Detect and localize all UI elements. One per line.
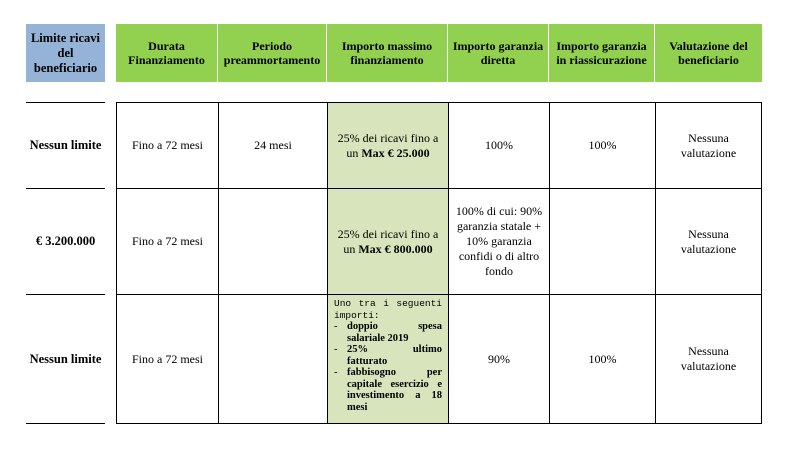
row-limit: Nessun limite bbox=[26, 102, 105, 189]
cell-garanzia-diretta: 90% bbox=[448, 295, 549, 424]
header-garanzia-riassicurazione: Importo garanzia in riassicurazione bbox=[549, 24, 655, 82]
importo-intro: Uno tra i seguenti importi: bbox=[334, 298, 442, 321]
cell-riassicurazione bbox=[549, 189, 655, 295]
cell-riassicurazione: 100% bbox=[549, 102, 655, 189]
cell-valutazione: Nessuna valutazione bbox=[655, 189, 762, 295]
cell-garanzia-diretta: 100% di cui: 90% garanzia statale + 10% garanzia confidi o di altro fondo bbox=[448, 189, 549, 295]
cell-valutazione: Nessuna valutazione bbox=[655, 102, 762, 189]
cell-garanzia-diretta: 100% bbox=[448, 102, 549, 189]
list-item: - doppio spesa salariale 2019 bbox=[334, 321, 442, 344]
header-valutazione: Valutazione del beneficiario bbox=[669, 39, 748, 67]
list-item: - fabbisogno per capitale esercizio e investimento a 18 mesi bbox=[334, 367, 442, 413]
header-periodo: Periodo preammortamento bbox=[218, 24, 327, 82]
cell-importo: 25% dei ricavi fino a un Max € 800.000 bbox=[327, 189, 448, 295]
header-durata: Durata Finanziamento bbox=[116, 24, 218, 82]
header-importo-massimo: Importo massimo finanziamento bbox=[327, 24, 448, 82]
cell-periodo bbox=[218, 189, 327, 295]
row-limit: Nessun limite bbox=[26, 295, 105, 424]
cell-periodo bbox=[218, 295, 327, 424]
cell-valutazione: Nessuna valutazione bbox=[655, 295, 762, 424]
table-row bbox=[116, 295, 762, 424]
row-limit: € 3.200.000 bbox=[26, 189, 105, 295]
list-item: - 25% ultimo fatturato bbox=[334, 344, 442, 367]
header-limite-ricavi: Limite ricavi del beneficiario bbox=[26, 24, 105, 82]
header-garanzia-diretta: Importo garanzia diretta bbox=[448, 24, 549, 82]
cell-durata: Fino a 72 mesi bbox=[116, 189, 218, 295]
table-row bbox=[116, 102, 762, 189]
header-row bbox=[116, 24, 762, 82]
cell-durata: Fino a 72 mesi bbox=[116, 102, 218, 189]
cell-importo: 25% dei ricavi fino a un Max € 25.000 bbox=[327, 102, 448, 189]
cell-durata: Fino a 72 mesi bbox=[116, 295, 218, 424]
cell-riassicurazione: 100% bbox=[549, 295, 655, 424]
cell-periodo: 24 mesi bbox=[218, 102, 327, 189]
cell-importo bbox=[327, 295, 448, 424]
importo-list bbox=[334, 321, 442, 413]
table-row bbox=[116, 189, 762, 295]
